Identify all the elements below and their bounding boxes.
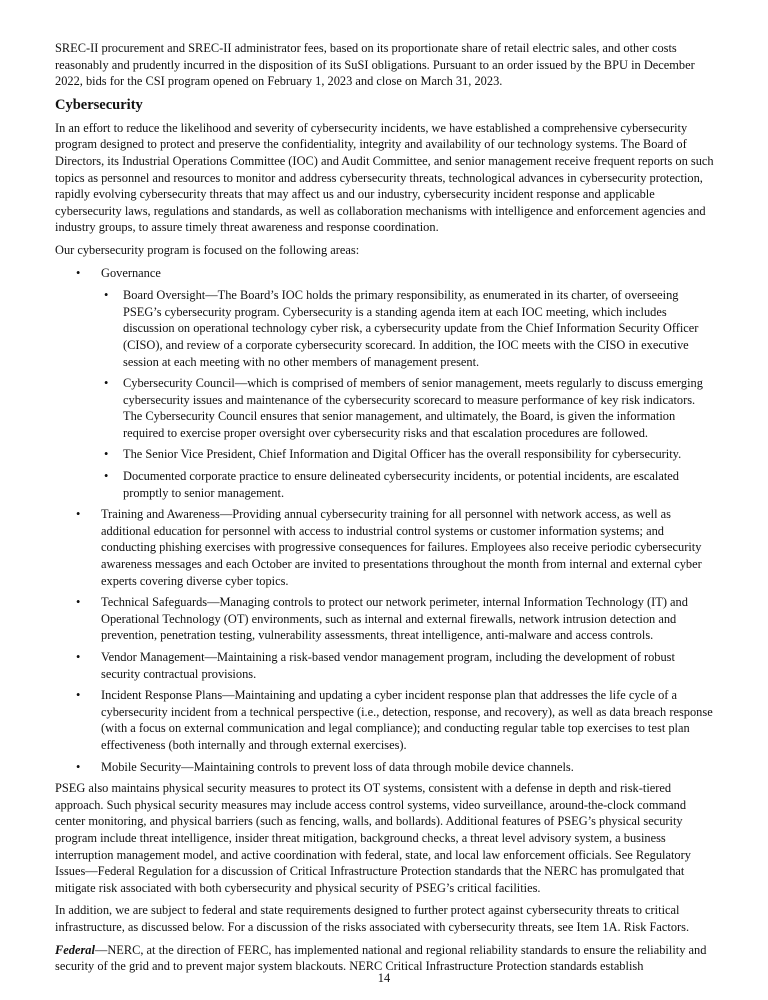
list-item-text: Board Oversight—The Board’s IOC holds the primary responsibility, as enumerated in its charter, of overseeing PSEG’s cybersecurity program. Cybersecurity is a standing agenda item at each IOC meeting, which includes discussion on operational technology cyber risk, a cybersecurity update from the Chief Information Security Officer (CISO), and review of a corporate cybersecurity scorecard. In addition, the IOC meets with the CISO in executive session at each meeting with no other members of management present. — [123, 288, 699, 369]
list-item — [55, 506, 717, 589]
focus-areas-list — [55, 265, 717, 776]
paragraph: PSEG also maintains physical security measures to protect its OT systems, consistent with a defense in depth and risk-tiered approach. Such physical security measures may include access control systems, video surveillance, around-the-clock command center monitoring, and physical barriers (such as fencing, walls, and bollards). Additional features of PSEG’s physical security program include threat intelligence, insider threat mitigation, background checks, a threat level advisory system, a business interruption management model, and active coordination with federal, state, and local law enforcement officials. See Regulatory Issues—Federal Regulation for a discussion of Critical Infrastructure Protection standards that the NERC has promulgated that mitigate risk associated with both cybersecurity and physical security of PSEG’s critical facilities. — [55, 781, 691, 895]
bullet-icon: • — [76, 265, 81, 280]
list-item-text: Governance — [101, 265, 161, 280]
paragraph: In addition, we are subject to federal and state requirements designed to further protect against cybersecurity threats to critical infrastructure, as discussed below. For a discussion of the risks associated with cybersecurity threats, see Item 1A. Risk Factors. — [55, 903, 690, 934]
paragraph: Our cybersecurity program is focused on the following areas: — [55, 242, 360, 257]
federal-text: —NERC, at the direction of FERC, has implemented national and regional reliability standards to ensure the reliability and security of the grid and to prevent major system blackouts. NERC Critical Infrastructure Protection standards establish — [55, 942, 707, 974]
list-item — [55, 594, 717, 644]
bullet-icon: • — [76, 759, 81, 774]
list-item — [55, 759, 717, 776]
paragraph: In an effort to reduce the likelihood and severity of cybersecurity incidents, we have established a comprehensive cybersecurity program designed to protect and preserve the confidentiality, integrity and availability of our technology systems. The Board of Directors, its Industrial Operations Committee (IOC) and Audit Committee, and senior management receive frequent reports on such topics as personnel and resources to monitor and address cybersecurity threats, technological advances in cybersecurity protection, rapidly evolving cybersecurity threats that may affect us and our industry, cybersecurity incident response and applicable cybersecurity laws, regulations and standards, as well as collaboration mechanisms with intelligence and enforcement agencies and industry groups, to assure timely threat awareness and response coordination. — [55, 120, 714, 235]
list-item-text: Vendor Management—Maintaining a risk-based vendor management program, including the development of robust security contractual provisions. — [101, 650, 675, 681]
bullet-icon: • — [76, 507, 81, 522]
list-item-text: Mobile Security—Maintaining controls to prevent loss of data through mobile device channels. — [101, 759, 574, 774]
list-item-text: Documented corporate practice to ensure delineated cybersecurity incidents, or potential incidents, are escalated promptly to senior management. — [123, 469, 679, 500]
list-item — [55, 265, 717, 502]
list-item-text: Training and Awareness—Providing annual cybersecurity training for all personnel with network access, as well as additional education for personnel with access to industrial control systems or customer information systems; and conducting phishing exercises with progressive consequences for failures. Employees also receive periodic cybersecurity awareness messages and each October are invited to presentations throughout the month from internal and external cyber experts covering diverse cyber topics. — [101, 507, 702, 588]
federal-lead: Federal — [55, 942, 95, 957]
list-item — [101, 446, 717, 463]
bullet-icon: • — [76, 650, 81, 664]
document-page — [55, 40, 717, 981]
bullet-icon: • — [104, 469, 109, 484]
governance-sublist — [101, 287, 717, 501]
intro-paragraph: SREC-II procurement and SREC-II administrator fees, based on its proportionate share of retail electric sales, and other costs reasonably and prudently incurred in the disposition of its SuSI obligations. Pursuant to an order issued by the BPU in December 2022, bids for the CSI program opened on February 1, 2023 and close on March 31, 2023. — [55, 41, 695, 89]
list-item — [55, 687, 717, 753]
bullet-icon: • — [104, 376, 109, 391]
bullet-icon: • — [76, 595, 81, 610]
list-item-text: Technical Safeguards—Managing controls to protect our network perimeter, internal Information Technology (IT) and Operational Technology (OT) environments, such as internal and external firewalls, network intrusion detection and prevention, penetration testing, vulnerability assessments, threat intelligence, anti-malware and access controls. — [101, 595, 688, 643]
section-heading: Cybersecurity — [55, 96, 143, 113]
bullet-icon: • — [104, 288, 109, 303]
list-item-text: Cybersecurity Council—which is comprised of members of senior management, meets regularly to discuss emerging cybersecurity issues and maintenance of the cybersecurity scorecard to measure performance of key risk indicators. The Cybersecurity Council ensures that senior management, and ultimately, the Board, is given the information required to exercise proper oversight over cybersecurity risks and that escalation procedures are followed. — [123, 376, 703, 440]
bullet-icon: • — [104, 447, 109, 462]
list-item — [101, 468, 717, 501]
list-item — [55, 649, 717, 682]
list-item-text: Incident Response Plans—Maintaining and updating a cyber incident response plan that addresses the life cycle of a cybersecurity incident from a technical perspective (i.e., detection, response, and recovery), as well as data breach response (with a focus on external communication and legal compliance); and conducting regular table top exercises to test plan effectiveness (both internally and through external exercises). — [101, 688, 713, 752]
list-item — [101, 375, 717, 441]
list-item — [101, 287, 717, 370]
list-item-text: The Senior Vice President, Chief Information and Digital Officer has the overall responsibility for cybersecurity. — [123, 447, 682, 462]
page-number: 14 — [377, 971, 391, 985]
bullet-icon: • — [76, 688, 81, 703]
